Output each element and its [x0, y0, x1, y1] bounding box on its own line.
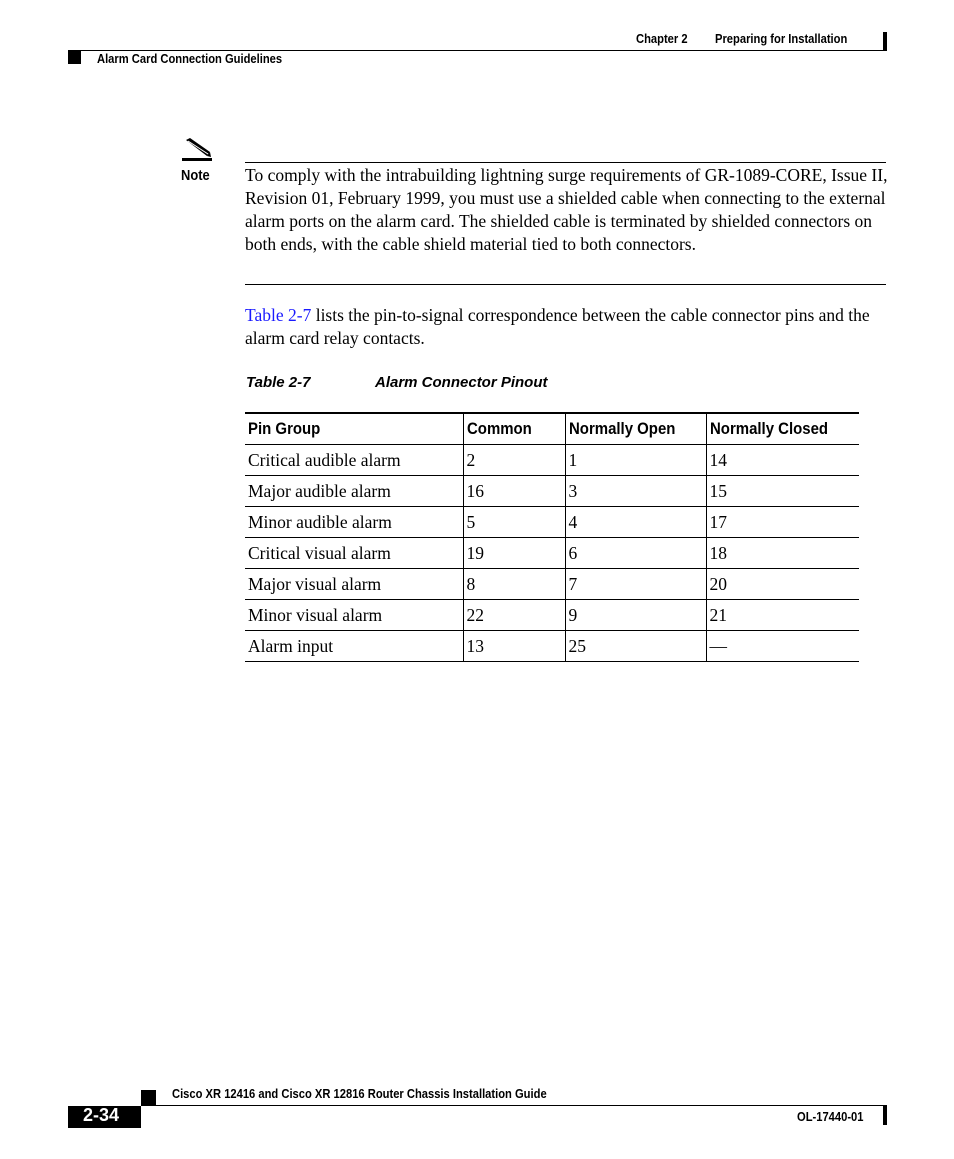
- table-row: [245, 600, 859, 631]
- header-right-bar: [883, 32, 887, 51]
- table-2-7-link[interactable]: Table 2-7: [245, 305, 312, 325]
- cell-common: 5: [463, 507, 565, 538]
- table-row: [245, 507, 859, 538]
- cell-pin-group: Major visual alarm: [245, 569, 463, 600]
- cell-normally-closed: 17: [706, 507, 859, 538]
- header-pin-group: Pin Group: [245, 413, 463, 445]
- cell-common: 22: [463, 600, 565, 631]
- footer-left-block: [141, 1090, 156, 1106]
- header-left-block: [68, 51, 81, 64]
- table-row: [245, 476, 859, 507]
- cell-normally-open: 4: [565, 507, 706, 538]
- cell-normally-open: 7: [565, 569, 706, 600]
- cell-normally-open: 3: [565, 476, 706, 507]
- cell-common: 8: [463, 569, 565, 600]
- header-normally-open: Normally Open: [565, 413, 706, 445]
- cell-pin-group: Critical audible alarm: [245, 445, 463, 476]
- cell-pin-group: Minor visual alarm: [245, 600, 463, 631]
- table-caption-number: Table 2-7: [246, 374, 311, 391]
- table-row: [245, 569, 859, 600]
- table-caption-title: Alarm Connector Pinout: [375, 374, 548, 391]
- cell-normally-closed: 18: [706, 538, 859, 569]
- header-normally-closed: Normally Closed: [706, 413, 859, 445]
- table-header-row: [245, 413, 859, 445]
- cell-pin-group: Minor audible alarm: [245, 507, 463, 538]
- table-intro-paragraph: [245, 304, 890, 350]
- cell-normally-closed: 20: [706, 569, 859, 600]
- note-label: Note: [181, 167, 210, 184]
- cell-common: 16: [463, 476, 565, 507]
- cell-pin-group: Critical visual alarm: [245, 538, 463, 569]
- header-section-title: Alarm Card Connection Guidelines: [97, 51, 283, 66]
- cell-normally-closed: —: [706, 631, 859, 662]
- table-row: [245, 538, 859, 569]
- cell-normally-open: 1: [565, 445, 706, 476]
- note-rule-top: [245, 162, 886, 163]
- cell-normally-closed: 14: [706, 445, 859, 476]
- footer-guide-title: Cisco XR 12416 and Cisco XR 12816 Router Chassis Installation Guide: [172, 1086, 547, 1101]
- cell-pin-group: Major audible alarm: [245, 476, 463, 507]
- header-common: Common: [463, 413, 565, 445]
- table-row: [245, 631, 859, 662]
- cell-normally-open: 25: [565, 631, 706, 662]
- cell-normally-closed: 15: [706, 476, 859, 507]
- header-chapter: Chapter 2: [636, 31, 688, 46]
- cell-normally-open: 6: [565, 538, 706, 569]
- cell-pin-group: Alarm input: [245, 631, 463, 662]
- footer-doc-number: OL-17440-01: [797, 1109, 864, 1124]
- page-number: 2-34: [83, 1105, 120, 1125]
- alarm-connector-pinout-table: [245, 412, 859, 662]
- cell-normally-open: 9: [565, 600, 706, 631]
- cell-common: 13: [463, 631, 565, 662]
- pencil-note-icon: [180, 138, 214, 162]
- footer-rule: [141, 1105, 887, 1106]
- cell-normally-closed: 21: [706, 600, 859, 631]
- header-chapter-title: Preparing for Installation: [715, 31, 848, 46]
- note-text: To comply with the intrabuilding lightning surge requirements of GR-1089-CORE, Issue II, Revision 01, February 1999, you must use a shielded cable when connecting to the external alarm ports on the alarm card. The shielded cable is terminated by shielded connectors on both ends, with the cable shield material tied to both connectors.: [245, 165, 888, 254]
- note-rule-bottom: [245, 284, 886, 285]
- table-row: [245, 445, 859, 476]
- cell-common: 19: [463, 538, 565, 569]
- cell-common: 2: [463, 445, 565, 476]
- footer-right-bar: [883, 1106, 887, 1125]
- paragraph-text: lists the pin-to-signal correspondence between the cable connector pins and the alarm card relay contacts.: [245, 305, 870, 348]
